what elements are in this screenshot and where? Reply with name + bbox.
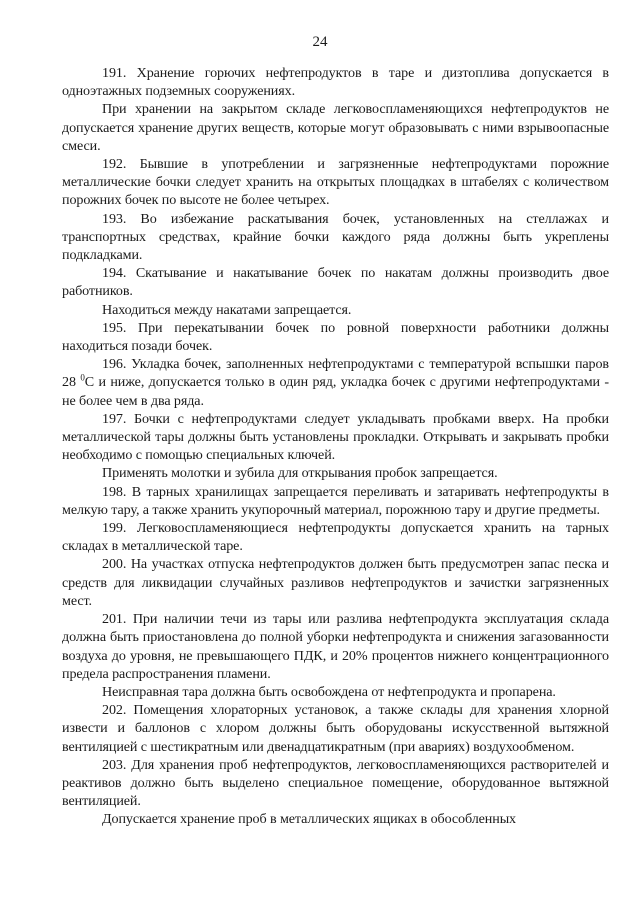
paragraph-194: 194. Скатывание и накатывание бочек по накатам должны производить двое работников. [62, 265, 609, 300]
paragraph-197-prohibition: Применять молотки и зубила для открывания пробок запрещается. [102, 465, 498, 482]
paragraph-191-storage-note: При хранении на закрытом складе легковоспламеняющихся нефтепродуктов не допускается хранение других веществ, которые могут образовывать с ними взрывоопасные смеси. [62, 101, 609, 154]
paragraph-200: 200. На участках отпуска нефтепродуктов должен быть предусмотрен запас песка и средств для ликвидации случайных разливов нефтепродуктов и зачистки загрязненных мест. [62, 556, 609, 609]
paragraph-199: 199. Легковоспламеняющиеся нефтепродукты допускается хранить на тарных складах в металлической таре. [62, 520, 609, 555]
paragraph-197: 197. Бочки с нефтепродуктами следует укладывать пробками вверх. На пробки металлической тары должны быть установлены прокладки. Открывать и закрывать пробки необходимо с помощью специальных ключей. [62, 410, 609, 464]
paragraph-203: 203. Для хранения проб нефтепродуктов, легковоспламеняющихся растворителей и реактивов должно быть выделено специальное помещение, оборудованное вытяжной вентиляцией. [62, 756, 609, 810]
paragraph-201: 201. При наличии течи из тары или разлива нефтепродукта эксплуатация склада должна быть приостановлена до полной уборки нефтепродукта и снижения загазованности воздуха до уровня, не превышающего ПДК, и 20% процентов нижнего концентрационного предела распространения пламени. [62, 611, 609, 682]
paragraph-192: 192. Бывшие в употреблении и загрязненные нефтепродуктами порожние металлические бочки следует хранить на открытых площадках в штабелях с количеством порожних бочек по высоте не более четырех. [62, 156, 609, 209]
paragraph-195: 195. При перекатывании бочек по ровной поверхности работники должны находиться позади бочек. [62, 319, 609, 355]
paragraph-196 [62, 355, 609, 410]
page-number: 24 [312, 34, 328, 50]
paragraph-193: 193. Во избежание раскатывания бочек, установленных на стеллажах и транспортных средствах, крайние бочки каждого ряда должны быть укреплены подкладками. [62, 210, 609, 264]
paragraph-201-faulty-tare: Неисправная тара должна быть освобождена от нефтепродукта и пропарена. [102, 683, 556, 700]
paragraph-196-start: 196. Укладка бочек, заполненных нефтепродуктами с температурой вспышки паров 28 [62, 356, 609, 391]
degree-superscript: 0 [80, 372, 85, 383]
document-body [62, 64, 609, 829]
paragraph-191: 191. Хранение горючих нефтепродуктов в таре и дизтоплива допускается в одноэтажных подземных сооружениях. [62, 65, 609, 100]
paragraph-194-prohibition: Находиться между накатами запрещается. [102, 301, 352, 318]
paragraph-202: 202. Помещения хлораторных установок, а также склады для хранения хлорной извести и баллонов с хлором должны быть оборудованы искусственной вытяжной вентиляцией с шестикратным или двенадцатикратным (при авариях) воздухообменом. [62, 702, 609, 755]
paragraph-196-end: С и ниже, допускается только в один ряд, укладка бочек с другими нефтепродуктами - не более чем в два ряда. [62, 374, 609, 409]
paragraph-203-samples: Допускается хранение проб в металлических ящиках в обособленных [102, 811, 517, 828]
paragraph-198: 198. В тарных хранилищах запрещается переливать и затаривать нефтепродукты в мелкую тару, а также хранить укупорочный материал, порожнюю тару и другие предметы. [62, 483, 609, 518]
